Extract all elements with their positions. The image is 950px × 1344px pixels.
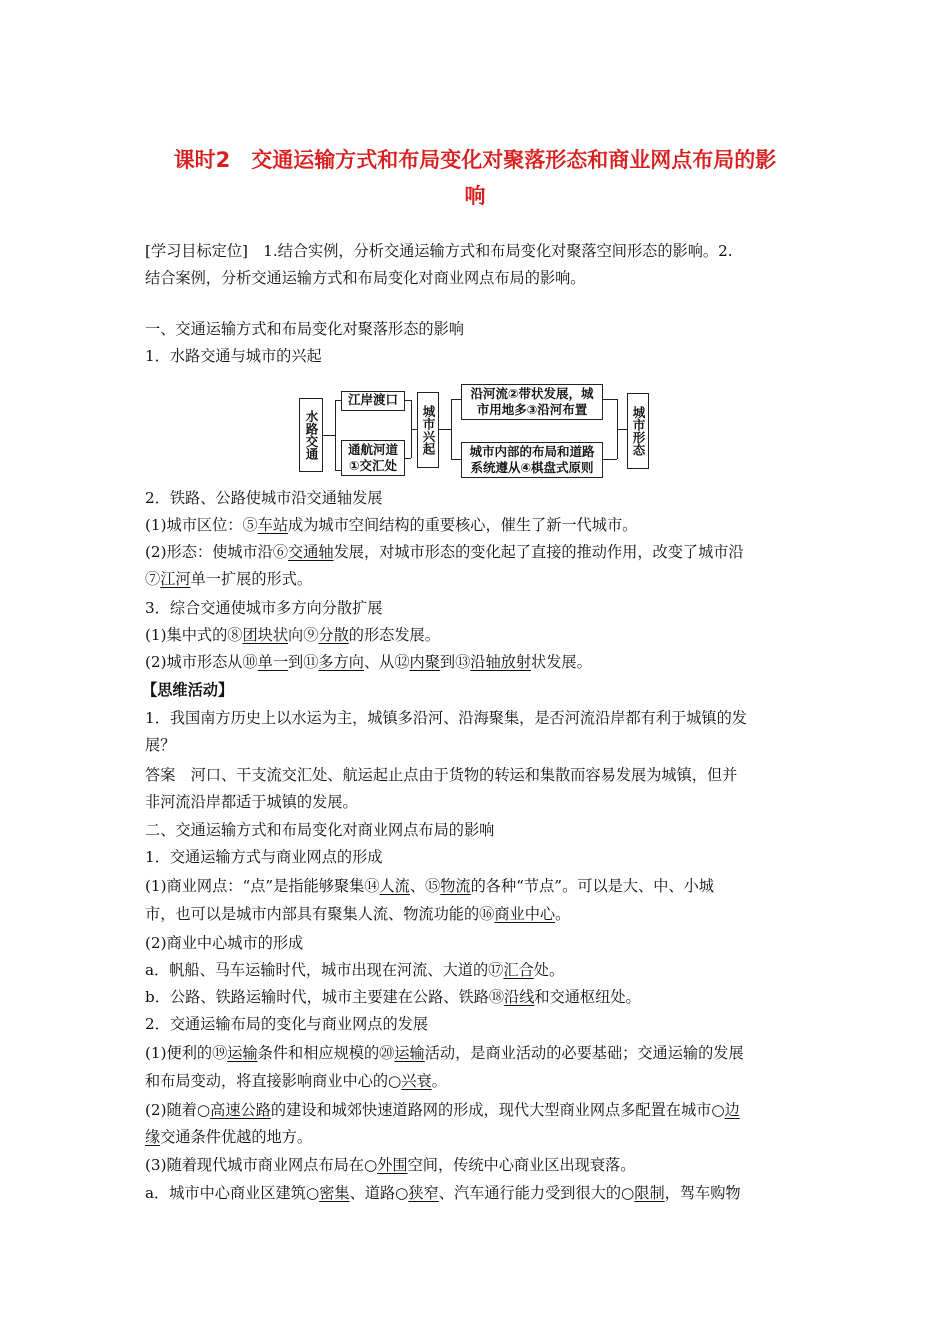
text: 活动，是商业活动的必要基础；交通运输的发展: [424, 1044, 744, 1062]
text: 市，也可以是城市内部具有聚集人流、物流功能的⑯: [145, 905, 495, 923]
text: 处。: [533, 961, 565, 979]
paragraph-line: [145, 624, 810, 646]
diagram-text: 城市内部的布局和道路: [469, 444, 595, 459]
subheading: 1．水路交通与城市的兴起: [145, 347, 322, 365]
text: 到⑬: [439, 653, 471, 671]
diagram-text: 通航河道: [347, 442, 398, 457]
answer-blank: 单一: [257, 653, 289, 671]
text: 。: [555, 905, 571, 923]
diagram-box-city-rise: 城市兴起: [417, 392, 439, 468]
paragraph-line: [145, 1154, 810, 1176]
thinking-heading: 【思维活动】: [142, 681, 234, 699]
answer-blank: 狭窄: [408, 1184, 439, 1202]
text: (2)随着○: [145, 1101, 211, 1119]
connector: [335, 400, 336, 470]
text: 条件和相应规模的⑳: [257, 1044, 395, 1062]
answer-blank: 人流: [379, 877, 410, 895]
answer-blank: 分散: [318, 626, 349, 644]
text: ，驾车购物: [664, 1184, 741, 1202]
answer-blank: 运输: [394, 1044, 425, 1062]
diagram-text: 系统遵从④棋盘式原则: [470, 460, 594, 475]
paragraph-line: [145, 986, 810, 1008]
answer-blank: 江河: [160, 570, 191, 588]
subheading: 3．综合交通使城市多方向分散扩展: [145, 599, 383, 617]
answer-blank: 交通轴: [288, 543, 334, 561]
paragraph-line: [145, 1042, 810, 1064]
answer-blank: 限制: [634, 1184, 665, 1202]
subheading: 1．交通运输方式与商业网点的形成: [145, 848, 383, 866]
answer-blank: 汇合: [503, 961, 534, 979]
text: 单一扩展的形式。: [190, 570, 313, 588]
text: 发展，对城市形态的变化起了直接的推动作用，改变了城市沿: [333, 543, 744, 561]
text: 状发展。: [531, 653, 592, 671]
text: a．帆船、马车运输时代，城市出现在河流、大道的⑰: [145, 961, 504, 979]
answer-blank: 物流: [440, 877, 471, 895]
question-line: 1．我国南方历史上以水运为主，城镇多沿河、沿海聚集，是否河流沿岸都有利于城镇的发: [145, 709, 747, 727]
text: 、⑮: [409, 877, 441, 895]
connector: [439, 429, 451, 430]
page-title: 课时2 交通运输方式和布局变化对聚落形态和商业网点布局的影: [173, 148, 777, 172]
diagram-box-water-transport: 水路交通: [299, 398, 323, 472]
subheading: 2．交通运输布局的变化与商业网点的发展: [145, 1015, 429, 1033]
subheading: 2．铁路、公路使城市沿交通轴发展: [145, 489, 383, 507]
answer-blank: 边: [724, 1101, 740, 1119]
diagram-box-river-belt: [461, 384, 603, 420]
diagram-box-river-ferry: 江岸渡口: [341, 391, 405, 411]
text: 、道路○: [349, 1184, 409, 1202]
answer-blank: 内聚: [409, 653, 440, 671]
text: (3)随着现代城市商业网点布局在○: [145, 1156, 378, 1174]
answer-blank: 缘: [145, 1128, 161, 1146]
answer-blank: 沿轴放射: [470, 653, 532, 671]
section-heading: 一、交通运输方式和布局变化对聚落形态的影响: [145, 320, 464, 338]
text: 成为城市空间结构的重要核心，催生了新一代城市。: [288, 516, 638, 534]
text: (1)集中式的⑧: [145, 626, 243, 644]
text: 空间，传统中心商业区出现衰落。: [407, 1156, 636, 1174]
paragraph-line: [145, 514, 810, 536]
answer-blank: 商业中心: [494, 905, 556, 923]
answer-blank: 高速公路: [210, 1101, 271, 1119]
objectives-line: 结合案例，分析交通运输方式和布局变化对商业网点布局的影响。: [145, 269, 586, 287]
text: 、从⑫: [363, 653, 410, 671]
text: 的各种“节点”。可以是大、中、小城: [470, 877, 714, 895]
answer-blank: 兴衰: [401, 1072, 432, 1090]
paragraph-line: [145, 1099, 810, 1121]
connector: [603, 399, 617, 400]
connector: [451, 399, 461, 400]
text: a．城市中心商业区建筑○: [145, 1184, 320, 1202]
answer-blank: 运输: [227, 1044, 258, 1062]
answer-blank: 沿线: [504, 988, 535, 1006]
text: 的形态发展。: [348, 626, 440, 644]
text: (2)城市形态从⑩: [145, 653, 258, 671]
answer-blank: 多方向: [318, 653, 364, 671]
text: (1)商业网点：“点”是指能够聚集⑭: [145, 877, 380, 895]
answer-blank: 车站: [257, 516, 289, 534]
connector: [451, 459, 461, 460]
paragraph-line: [145, 875, 810, 897]
connector: [451, 399, 452, 459]
text: 的建设和城郊快速道路网的形成，现代大型商业网点多配置在城市○: [270, 1101, 725, 1119]
paragraph-line: [145, 1182, 810, 1204]
diagram-text: ①交汇处: [348, 458, 398, 473]
paragraph-line: [145, 541, 810, 563]
paragraph-line: [145, 903, 810, 925]
connector: [603, 459, 617, 460]
answer-blank: 团块状: [242, 626, 289, 644]
paragraph-line: [145, 568, 810, 590]
paragraph-line: (2)商业中心城市的形成: [145, 934, 304, 952]
text: 向⑨: [288, 626, 319, 644]
paragraph-line: [145, 1070, 810, 1092]
text: 、汽车通行能力受到很大的○: [438, 1184, 635, 1202]
diagram-box-city-form: 城市形态: [627, 393, 649, 469]
flow-diagram: [295, 386, 655, 478]
text: 交通条件优越的地方。: [160, 1128, 313, 1146]
diagram-box-grid-layout: [461, 442, 603, 478]
text: 和布局变动，将直接影响商业中心的○: [145, 1072, 402, 1090]
diagram-text: 市用地多③沿河布置: [476, 402, 588, 417]
text: 。: [431, 1072, 447, 1090]
question-line: 展？: [145, 736, 176, 754]
paragraph-line: [145, 1126, 810, 1148]
text: (1)城市区位：⑤: [145, 516, 258, 534]
text: (1)便利的⑲: [145, 1044, 228, 1062]
paragraph-line: [145, 959, 810, 981]
objectives-line: [学习目标定位] 1.结合实例，分析交通运输方式和布局变化对聚落空间形态的影响。2.: [145, 242, 733, 260]
page-title-continued: 响: [464, 184, 486, 208]
section-heading: 二、交通运输方式和布局变化对商业网点布局的影响: [145, 821, 495, 839]
diagram-box-waterway-junction: [341, 440, 405, 476]
answer-line: 非河流沿岸都适于城镇的发展。: [145, 793, 358, 811]
answer-blank: 密集: [319, 1184, 350, 1202]
text: 到⑪: [288, 653, 319, 671]
answer-line: 答案 河口、干支流交汇处、航运起止点由于货物的转运和集散而容易发展为城镇，但并: [145, 766, 738, 784]
text: 和交通枢纽处。: [534, 988, 641, 1006]
answer-blank: 外围: [377, 1156, 408, 1174]
connector: [323, 435, 335, 436]
text: b．公路、铁路运输时代，城市主要建在公路、铁路⑱: [145, 988, 505, 1006]
text: ⑦: [145, 570, 161, 588]
connector: [617, 429, 627, 430]
paragraph-line: [145, 651, 810, 673]
connector: [405, 458, 411, 459]
diagram-text: 沿河流②带状发展，城: [470, 386, 594, 401]
text: (2)形态：使城市沿⑥: [145, 543, 289, 561]
